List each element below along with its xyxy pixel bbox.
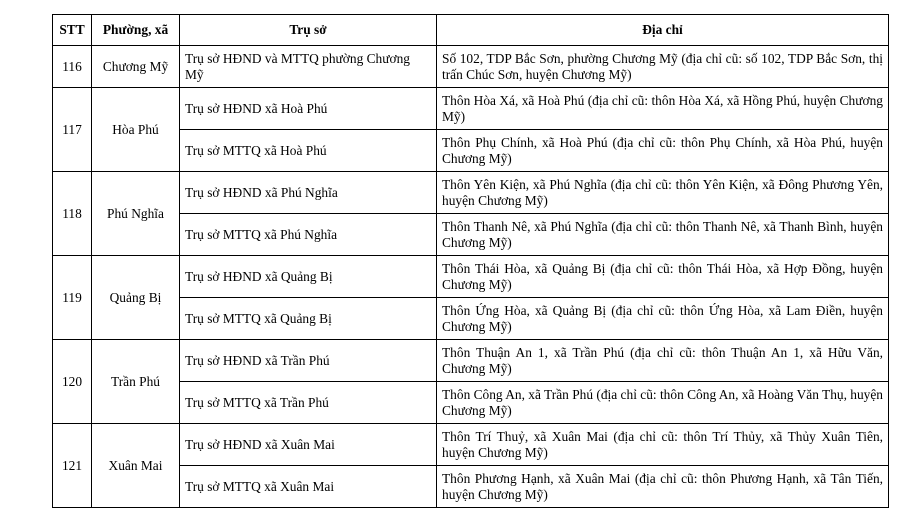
row-address: Thôn Ứng Hòa, xã Quảng Bị (địa chỉ cũ: thôn Ứng Hòa, xã Lam Điền, huyện Chương Mỹ) <box>437 298 889 340</box>
row-office: Trụ sở HĐND xã Xuân Mai <box>180 424 437 466</box>
header-stt: STT <box>53 15 92 46</box>
table-row <box>53 172 889 214</box>
row-stt: 117 <box>53 88 92 172</box>
header-ward: Phường, xã <box>92 15 180 46</box>
table-row <box>53 256 889 298</box>
row-stt: 119 <box>53 256 92 340</box>
row-address: Thôn Trí Thuỷ, xã Xuân Mai (địa chỉ cũ: thôn Trí Thủy, xã Thủy Xuân Tiên, huyện Chương Mỹ) <box>437 424 889 466</box>
row-office: Trụ sở MTTQ xã Quảng Bị <box>180 298 437 340</box>
row-office: Trụ sở MTTQ xã Xuân Mai <box>180 466 437 508</box>
row-address: Thôn Thái Hòa, xã Quảng Bị (địa chỉ cũ: thôn Thái Hòa, xã Hợp Đồng, huyện Chương Mỹ) <box>437 256 889 298</box>
row-ward: Phú Nghĩa <box>92 172 180 256</box>
header-office: Trụ sở <box>180 15 437 46</box>
row-ward: Quảng Bị <box>92 256 180 340</box>
table-row <box>53 424 889 466</box>
row-address: Thôn Phương Hạnh, xã Xuân Mai (địa chỉ cũ: thôn Phương Hạnh, xã Tân Tiến, huyện Chương Mỹ) <box>437 466 889 508</box>
address-table <box>52 14 889 508</box>
row-address: Thôn Thuận An 1, xã Trần Phú (địa chỉ cũ: thôn Thuận An 1, xã Hữu Văn, Chương Mỹ) <box>437 340 889 382</box>
row-ward: Chương Mỹ <box>92 46 180 88</box>
row-ward: Hòa Phú <box>92 88 180 172</box>
row-office: Trụ sở MTTQ xã Trần Phú <box>180 382 437 424</box>
row-office: Trụ sở HĐND và MTTQ phường Chương Mỹ <box>180 46 437 88</box>
row-office: Trụ sở MTTQ xã Phú Nghĩa <box>180 214 437 256</box>
row-ward: Xuân Mai <box>92 424 180 508</box>
table-row <box>53 46 889 88</box>
table-row <box>53 340 889 382</box>
row-office: Trụ sở HĐND xã Trần Phú <box>180 340 437 382</box>
row-office: Trụ sở HĐND xã Hoà Phú <box>180 88 437 130</box>
header-address: Địa chỉ <box>437 15 889 46</box>
row-stt: 116 <box>53 46 92 88</box>
table-row <box>53 88 889 130</box>
row-address: Số 102, TDP Bắc Sơn, phường Chương Mỹ (địa chỉ cũ: số 102, TDP Bắc Sơn, thị trấn Chúc Sơn, huyện Chương Mỹ) <box>437 46 889 88</box>
row-office: Trụ sở HĐND xã Quảng Bị <box>180 256 437 298</box>
row-stt: 121 <box>53 424 92 508</box>
row-office: Trụ sở HĐND xã Phú Nghĩa <box>180 172 437 214</box>
row-address: Thôn Thanh Nê, xã Phú Nghĩa (địa chỉ cũ: thôn Thanh Nê, xã Thanh Bình, huyện Chương Mỹ) <box>437 214 889 256</box>
row-address: Thôn Phụ Chính, xã Hoà Phú (địa chỉ cũ: thôn Phụ Chính, xã Hòa Phú, huyện Chương Mỹ) <box>437 130 889 172</box>
row-ward: Trần Phú <box>92 340 180 424</box>
table-header-row <box>53 15 889 46</box>
row-office: Trụ sở MTTQ xã Hoà Phú <box>180 130 437 172</box>
row-stt: 118 <box>53 172 92 256</box>
row-address: Thôn Hòa Xá, xã Hoà Phú (địa chỉ cũ: thôn Hòa Xá, xã Hồng Phú, huyện Chương Mỹ) <box>437 88 889 130</box>
row-stt: 120 <box>53 340 92 424</box>
row-address: Thôn Yên Kiện, xã Phú Nghĩa (địa chỉ cũ: thôn Yên Kiện, xã Đông Phương Yên, huyện Chương Mỹ) <box>437 172 889 214</box>
row-address: Thôn Công An, xã Trần Phú (địa chỉ cũ: thôn Công An, xã Hoàng Văn Thụ, huyện Chương Mỹ) <box>437 382 889 424</box>
